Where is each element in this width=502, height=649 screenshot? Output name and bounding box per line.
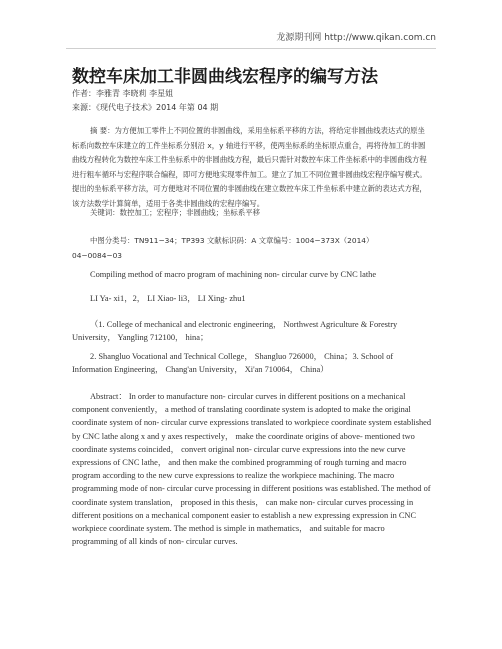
authors-line: 作者：李雅青 李晓莉 李星姐 bbox=[72, 89, 174, 98]
english-title: Compiling method of macro program of machining non- circular curve by CNC lathe bbox=[90, 270, 377, 279]
classification-line-1: 中图分类号：TN911−34；TP393 文献标识码：A 文章编号：1004−373X（2014） bbox=[90, 236, 374, 245]
header-divider bbox=[66, 48, 436, 49]
article-title: 数控车床加工非圆曲线宏程序的编写方法 bbox=[72, 67, 378, 87]
keywords-chinese: 关键词：数控加工；宏程序；非圆曲线；坐标系平移 bbox=[90, 208, 260, 217]
site-header[interactable]: 龙源期刊网 http://www.qikan.com.cn bbox=[276, 33, 436, 43]
abstract-english: Abstract： In order to manufacture non- circular curves in different positions on a mechanical component conveniently， a method of translating coordinate system is adopted to make the original coordinate system of non- circular curve expressions translated to workpiece coordinate system established by CNC lathe along x and y axes respectively， make the coordinate origins of above- mentioned two coordinate systems coincided， convert original non- circular curve expressions into the new curve expressions of CNC lathe， and then make the combined programming of rough turning and macro program according to the new curve expressions to realize the workpiece machining. The macro programming mode of non- circular curve processing in different positions was established. The method of coordinate system translation， proposed in this thesis， can make non- circular curves processing in different positions on a mechanical component easier to establish a new expressing expression in CNC workpiece coordinate system. The method is simple in mathematics， and suitable for macro programming of all kinds of non- circular curves. bbox=[72, 392, 432, 547]
affiliation-1: （1. College of mechanical and electronic engineering， Northwest Agriculture & Forestry University， Yangling 712100， hina； bbox=[72, 320, 398, 343]
abstract-chinese: 摘 要：为方便加工零件上不同位置的非圆曲线，采用坐标系平移的方法，将给定非圆曲线表达式的原坐标系向数控车床建立的工件坐标系分别沿 x，y 轴进行平移，使两坐标系的坐标原点重合，再将待加工的非圆曲线方程转化为数控车床工件坐标系中的非圆曲线方程，最后只需针对数控车床工件坐标系中的非圆曲线方程进行粗车循环与宏程序联合编程，即可方便地实现零件加工。建立了加工不同位置非圆曲线宏程序编写模式。提出的坐标系平移方法，可方便地对不同位置的非圆曲线在建立数控车床工件坐标系中建立新的表达式方程，该方法数学计算简单，适用于各类非圆曲线的宏程序编写。 bbox=[72, 126, 427, 208]
classification-block bbox=[72, 234, 432, 263]
english-authors: LI Ya- xi1，2， LI Xiao- li3， LI Xing- zhu1 bbox=[90, 294, 246, 303]
source-line: 来源：《现代电子技术》2014 年第 04 期 bbox=[72, 103, 219, 112]
classification-line-2: 04−0084−03 bbox=[72, 250, 123, 260]
affiliation-2: 2. Shangluo Vocational and Technical College， Shangluo 726000， China；3. School of Information Engineering， Chang'an University， Xi'an 710064， China） bbox=[72, 352, 394, 375]
